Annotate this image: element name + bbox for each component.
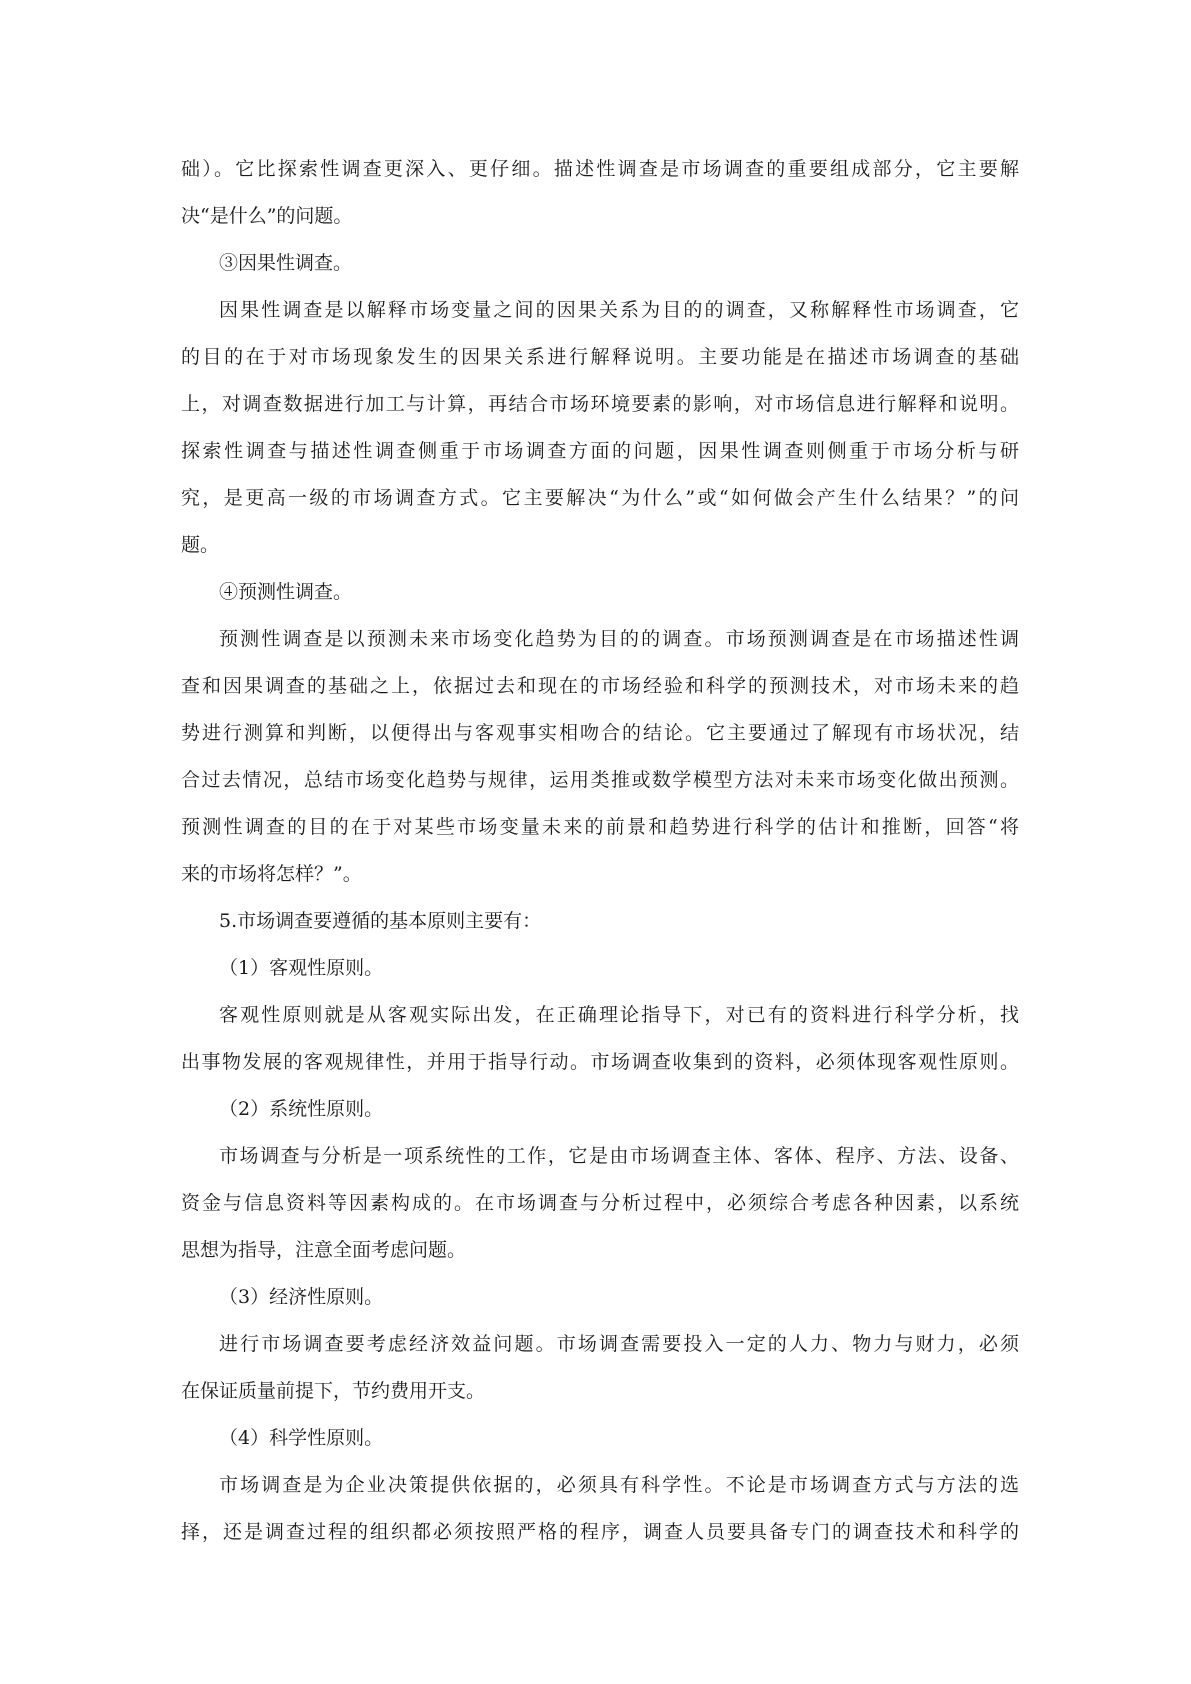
- text-line: 势进行测算和判断，以便得出与客观事实相吻合的结论。它主要通过了解现有市场状况，结: [181, 722, 1019, 744]
- text-line: 资金与信息资料等因素构成的。在市场调查与分析过程中，必须综合考虑各种因素，以系统: [181, 1192, 1019, 1214]
- text-line: 思想为指导，注意全面考虑问题。: [181, 1239, 467, 1261]
- text-line: 5.市场调查要遵循的基本原则主要有：: [219, 910, 542, 932]
- text-line: 因果性调查是以解释市场变量之间的因果关系为目的的调查，又称解释性市场调查，它: [219, 299, 1019, 321]
- text-line: 上，对调查数据进行加工与计算，再结合市场环境要素的影响，对市场信息进行解释和说明。: [181, 393, 1019, 415]
- text-line: 探索性调查与描述性调查侧重于市场调查方面的问题，因果性调查则侧重于市场分析与研: [181, 440, 1019, 462]
- text-line: 合过去情况，总结市场变化趋势与规律，运用类推或数学模型方法对未来市场变化做出预测。: [181, 769, 1019, 791]
- text-line: （1）客观性原则。: [219, 957, 384, 979]
- document-body: [181, 146, 1019, 1556]
- text-line: 市场调查是为企业决策提供依据的，必须具有科学性。不论是市场调查方式与方法的选: [219, 1474, 1019, 1496]
- text-line: 预测性调查是以预测未来市场变化趋势为目的的调查。市场预测调查是在市场描述性调: [219, 628, 1019, 650]
- text-line: 市场调查与分析是一项系统性的工作，它是由市场调查主体、客体、程序、方法、设备、: [219, 1145, 1019, 1167]
- text-line: 础）。它比探索性调查更深入、更仔细。描述性调查是市场调查的重要组成部分，它主要解: [181, 158, 1019, 180]
- text-line: 查和因果调查的基础之上，依据过去和现在的市场经验和科学的预测技术，对市场未来的趋: [181, 675, 1019, 697]
- text-line: 来的市场将怎样？”。: [181, 863, 362, 885]
- text-line: （3）经济性原则。: [219, 1286, 384, 1308]
- text-line: ④预测性调查。: [219, 581, 353, 603]
- text-line: 进行市场调查要考虑经济效益问题。市场调查需要投入一定的人力、物力与财力，必须: [219, 1333, 1019, 1355]
- text-line: 预测性调查的目的在于对某些市场变量未来的前景和趋势进行科学的估计和推断，回答“将: [181, 816, 1019, 838]
- text-line: 在保证质量前提下，节约费用开支。: [181, 1380, 486, 1402]
- text-line: 的目的在于对市场现象发生的因果关系进行解释说明。主要功能是在描述市场调查的基础: [181, 346, 1019, 368]
- text-line: （2）系统性原则。: [219, 1098, 384, 1120]
- text-line: ③因果性调查。: [219, 252, 353, 274]
- text-line: 决“是什么”的问题。: [181, 205, 353, 227]
- text-line: 出事物发展的客观规律性，并用于指导行动。市场调查收集到的资料，必须体现客观性原则。: [181, 1051, 1019, 1073]
- text-line: 题。: [181, 534, 220, 556]
- text-line: 客观性原则就是从客观实际出发，在正确理论指导下，对已有的资料进行科学分析，找: [219, 1004, 1019, 1026]
- text-line: 究，是更高一级的市场调查方式。它主要解决“为什么”或“如何做会产生什么结果？”的问: [181, 487, 1019, 509]
- text-line: 择，还是调查过程的组织都必须按照严格的程序，调查人员要具备专门的调查技术和科学的: [181, 1521, 1019, 1543]
- text-line: （4）科学性原则。: [219, 1427, 384, 1449]
